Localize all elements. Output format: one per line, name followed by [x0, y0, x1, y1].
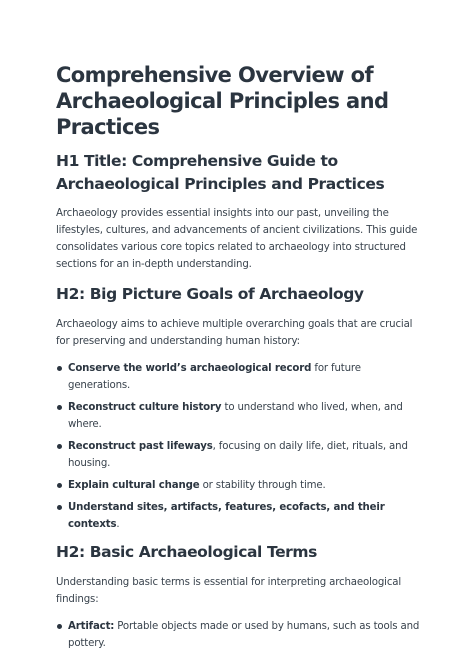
goal-text: , focusing on daily life, diet, rituals, and housing.	[68, 441, 408, 469]
goal-text: for future generations.	[68, 363, 361, 391]
goals-list	[56, 360, 422, 533]
terms-list	[56, 618, 422, 652]
document-title: Comprehensive Overview of Archaeological Principles and Practices	[56, 63, 389, 139]
goal-bold-text: Reconstruct culture history	[68, 402, 222, 413]
goals-list-item	[56, 499, 422, 533]
terms-intro: Understanding basic terms is essential for interpreting archaeological findings:	[56, 577, 402, 605]
goal-bold-text: Conserve the world’s archaeological record	[68, 363, 312, 374]
terms-list-item	[56, 618, 422, 652]
goal-text: to understand who lived, when, and where.	[68, 402, 403, 430]
goals-intro: Archaeology aims to achieve multiple overarching goals that are crucial for preserving and understanding human history:	[56, 319, 413, 347]
bullet-icon	[57, 483, 62, 488]
goal-text: or stability through time.	[199, 480, 326, 491]
document-page	[56, 62, 422, 660]
goal-bold-text: Understand sites, artifacts, features, ecofacts, and their contexts	[68, 502, 385, 530]
goal-text: .	[116, 519, 120, 530]
term-bold-text: Artifact:	[68, 621, 115, 632]
bullet-icon	[57, 405, 62, 410]
bullet-icon	[57, 444, 62, 449]
goals-list-item	[56, 477, 422, 494]
bullet-icon	[57, 624, 62, 629]
bullet-icon	[57, 366, 62, 371]
goals-list-item	[56, 360, 422, 394]
goal-bold-text: Explain cultural change	[68, 480, 200, 491]
h1-title-heading: H1 Title: Comprehensive Guide to Archaeological Principles and Practices	[56, 152, 385, 193]
terms-heading: H2: Basic Archaeological Terms	[56, 543, 318, 561]
goals-list-item	[56, 438, 422, 472]
intro-paragraph: Archaeology provides essential insights into our past, unveiling the lifestyles, cultures, and advancements of ancient civilizations. This guide consolidates various core topics related to archaeology into structured sections for an in-depth understanding.	[56, 208, 418, 270]
goals-list-item	[56, 399, 422, 433]
bullet-icon	[57, 505, 62, 510]
goals-heading: H2: Big Picture Goals of Archaeology	[56, 285, 364, 303]
goal-bold-text: Reconstruct past lifeways	[68, 441, 213, 452]
term-text: Portable objects made or used by humans, such as tools and pottery.	[68, 621, 420, 649]
